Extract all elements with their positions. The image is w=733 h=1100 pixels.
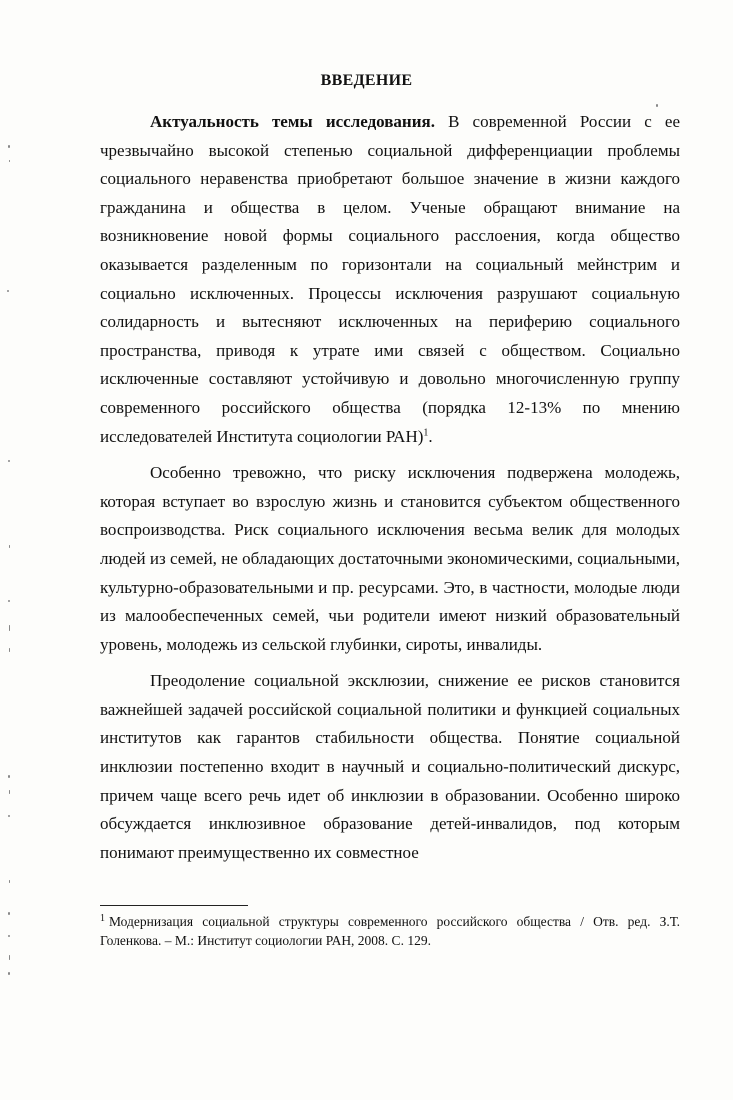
paragraph-inclusion: Преодоление социальной эксклюзии, снижение ее рисков становится важнейшей задачей российской социальной политики и функцией социальных институтов как гарантов стабильности общества. Понятие социальной инклюзии постепенно входит в научный и социально-политический дискурс, причем чаще всего речь идет об инклюзии в образовании. Особенно широко обсуждается инклюзивное образование детей-инвалидов, под которым понимают преимущественно их совместное [100, 671, 680, 862]
scan-speck [8, 600, 10, 602]
scan-speck [8, 460, 10, 462]
paragraph-text: В современной России с ее чрезвычайно высокой степенью социальной дифференциации проблемы социального неравенства приобретают большое значение в жизни каждого гражданина и общества в целом. Ученые обращают внимание на возникновение новой формы социального расслоения, когда общество оказывается разделенным по горизонтали на социальный мейнстрим и социально исключенных. Процессы исключения разрушают социальную солидарность и вытесняют исключенных на периферию социального пространства, приводя к утрате ими связей с обществом. Социально исключенные составляют устойчивую и довольно многочисленную группу современного российского общества (порядка 12-13% по мнению исследователей Института социологии РАН) [100, 112, 681, 446]
scan-speck [9, 648, 10, 652]
footnote-divider [100, 905, 248, 906]
footnote-mark: 1 [100, 912, 105, 924]
scan-speck [9, 545, 10, 548]
paragraph-tail: . [428, 426, 433, 446]
paragraph-youth-risk: Особенно тревожно, что риску исключения подвержена молодежь, которая вступает во взрослую жизнь и становится субъектом общественного воспроизводства. Риск социального исключения весьма велик для молодых людей из семей, не обладающих достаточными экономическими, социальными, культурно-образовательными и пр. ресурсами. Это, в частности, молодые люди из малообеспеченных семей, чьи родители имеют низкий образовательный уровень, молодежь из сельской глубинки, сироты, инвалиды. [100, 463, 680, 654]
scan-speck [8, 815, 10, 817]
scan-speck [9, 880, 10, 883]
scan-speck [8, 935, 10, 937]
scan-speck [656, 104, 658, 107]
section-heading: ВВЕДЕНИЕ [320, 72, 413, 89]
scan-speck [8, 145, 10, 148]
scan-speck [8, 775, 10, 778]
scan-speck [8, 912, 10, 915]
footnote-reference: 1 [423, 426, 429, 438]
scan-speck [9, 790, 10, 794]
footnote-text: Модернизация социальной структуры современного российского общества / Отв. ред. З.Т. Голенкова. – М.: Институт социологии РАН, 2008. С. 129. [100, 914, 680, 948]
body-text [100, 108, 680, 875]
scan-speck [8, 972, 10, 975]
scan-speck [9, 625, 10, 631]
scan-speck [9, 160, 10, 162]
scan-speck [7, 290, 9, 292]
paragraph-relevance [100, 108, 680, 451]
scan-speck [9, 955, 10, 960]
footnote [100, 912, 680, 950]
paragraph-lead: Актуальность темы исследования. [150, 112, 435, 131]
